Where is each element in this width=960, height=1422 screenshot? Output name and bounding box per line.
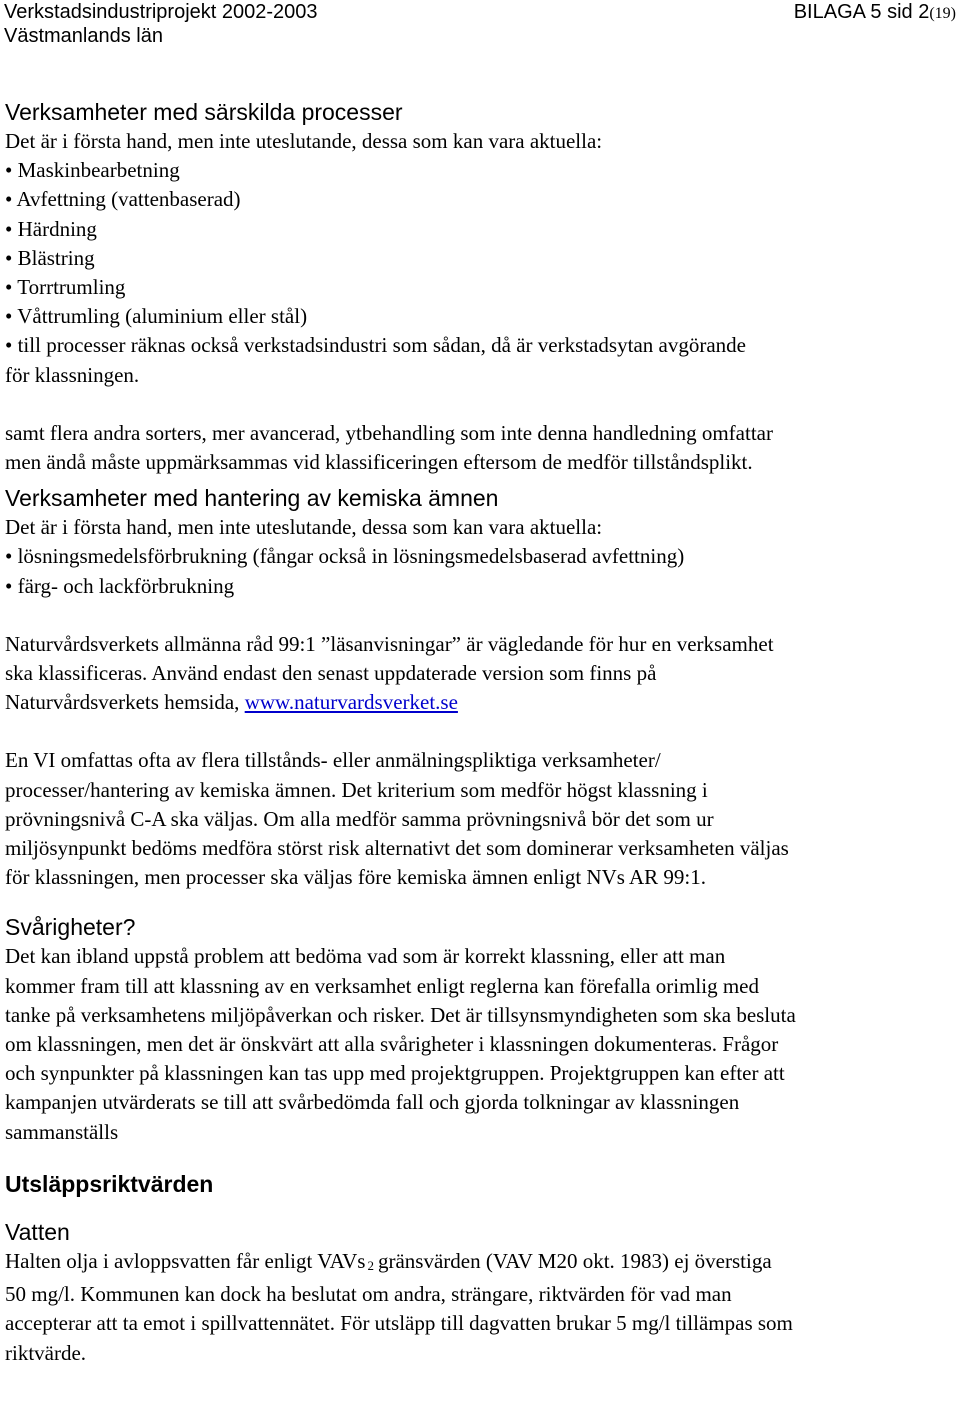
chemicals-list (5, 542, 957, 600)
special-processes-heading: Verksamheter med särskilda processer (5, 99, 403, 125)
guidance-line: ska klassificeras. Använd endast den senast uppdaterade version som finns på (5, 661, 657, 686)
project-name: Verkstadsindustriprojekt 2002-2003 (4, 1, 318, 23)
difficulties-line: och synpunkter på klassningen kan tas upp med projektgruppen. Projektgruppen kan efter att (5, 1061, 785, 1086)
vi-paragraph-line: En VI omfattas ofta av flera tillstånds- eller anmälningspliktiga verksamheter/ (5, 748, 661, 773)
vi-paragraph-line: för klassningen, men processer ska väljas före kemiska ämnen enligt NVs AR 99:1. (5, 865, 707, 890)
special-processes-list (5, 156, 957, 390)
list-item: • Maskinbearbetning (5, 158, 180, 183)
list-item: • Härdning (5, 216, 97, 241)
list-item: • Våttrumling (aluminium eller stål) (5, 304, 308, 329)
water-line: riktvärde. (5, 1340, 87, 1365)
guidance-line: Naturvårdsverkets allmänna råd 99:1 ”läsanvisningar” är vägledande för hur en verksamhet (5, 631, 774, 656)
water-subheading: Vatten (5, 1218, 70, 1245)
water-line-suffix: gränsvärden (VAV M20 okt. 1983) ej överstiga (377, 1248, 772, 1273)
county-name: Västmanlands län (4, 25, 163, 47)
list-item: • Torrtrumling (5, 275, 126, 300)
guidance-line (5, 688, 957, 717)
water-line: 50 mg/l. Kommunen kan dock ha beslutat om andra, strängare, riktvärden för vad man (5, 1282, 732, 1307)
emissions-heading: Utsläppsriktvärden (5, 1170, 214, 1197)
difficulties-line: om klassningen, men det är önskvärt att alla svårigheter i klassningen dokumenteras. Frågor (5, 1032, 779, 1057)
special-processes-note-line: men ändå måste uppmärksammas vid klassificeringen eftersom de medför tillståndsplikt. (5, 450, 753, 475)
guidance-prefix: Naturvårdsverkets hemsida, (5, 690, 245, 715)
chemicals-intro: Det är i första hand, men inte uteslutande, dessa som kan vara aktuella: (5, 515, 603, 540)
document-body (5, 97, 957, 1368)
special-processes-intro: Det är i första hand, men inte uteslutande, dessa som kan vara aktuella: (5, 129, 603, 153)
difficulties-line: kampanjen utvärderats se till att svårbedömda fall och gjorda tolkningar av klassningen (5, 1090, 740, 1115)
water-line-prefix: Halten olja i avloppsvatten får enligt VAVs (5, 1248, 366, 1273)
header-left (4, 0, 318, 48)
list-item: • Avfettning (vattenbaserad) (5, 187, 241, 212)
special-processes-note-line: samt flera andra sorters, mer avancerad, ytbehandling som inte denna handledning omfattar (5, 420, 773, 445)
appendix-label: BILAGA 5 sid 2 (793, 1, 930, 23)
difficulties-line: kommer fram till att klassning av en verksamhet enligt reglerna kan förefalla orimlig med (5, 973, 760, 998)
vi-paragraph-line: miljösynpunkt bedöms medföra störst risk alternativt det som dominerar verksamheten väljas (5, 836, 789, 861)
list-item: • färg- och lackförbrukning (5, 573, 235, 598)
list-item: • till processer räknas också verkstadsindustri som sådan, då är verkstadsytan avgörande (5, 333, 746, 358)
list-item: • Blästring (5, 245, 95, 270)
page-reference: (19) (929, 5, 956, 22)
difficulties-line: Det kan ibland uppstå problem att bedöma vad som är korrekt klassning, eller att man (5, 944, 726, 969)
difficulties-heading: Svårigheter? (5, 914, 136, 941)
difficulties-line: tanke på verksamhetens miljöpåverkan och risker. Det är tillsynsmyndigheten som ska besluta (5, 1002, 796, 1027)
difficulties-line: sammanställs (5, 1119, 119, 1144)
list-item: • lösningsmedelsförbrukning (fångar också in lösningsmedelsbaserad avfettning) (5, 544, 685, 569)
naturvardsverket-link[interactable]: www.naturvardsverket.se (244, 690, 458, 715)
water-line: accepterar att ta emot i spillvattennätet. För utsläpp till dagvatten brukar 5 mg/l tillämpas som (5, 1311, 793, 1336)
water-line (5, 1247, 957, 1280)
header-right (794, 0, 956, 26)
list-item-continuation: för klassningen. (5, 362, 140, 387)
water-line-subscript: 2 (367, 1257, 374, 1273)
chemicals-heading: Verksamheter med hantering av kemiska ämnen (5, 485, 499, 512)
vi-paragraph-line: processer/hantering av kemiska ämnen. Det kriterium som medför högst klassning i (5, 777, 708, 802)
vi-paragraph-line: prövningsnivå C-A ska väljas. Om alla medför samma prövningsnivå bör det som ur (5, 806, 714, 831)
